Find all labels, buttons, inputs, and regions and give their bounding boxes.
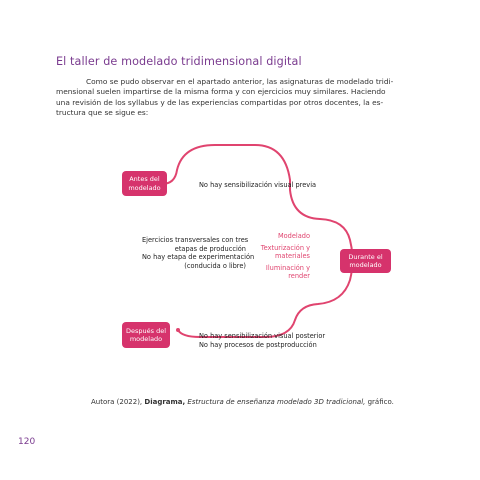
during-left-notes: Ejercicios transversales con tres etapas de producción No hay etapa de experimentación (conducida o libre) (142, 236, 255, 270)
figure-caption: Autora (2022), Diagrama, Estructura de enseñanza modelado 3D tradicional, gráfico. (91, 398, 394, 406)
intro-line: una revisión de los syllabus y de las experiencias compartidas por otros docentes, la es- (56, 97, 384, 107)
stage-after-badge: Después del modelado (122, 322, 170, 348)
stage-during-badge: Durante el modelado (340, 249, 391, 273)
before-note: No hay sensibilización visual previa (199, 181, 317, 189)
after-notes: No hay sensibilización visual posterior No hay procesos de postproducción (199, 332, 326, 349)
during-items: Modelado Texturización y materiales Iluminación y render (260, 232, 310, 281)
page-number: 120 (18, 437, 36, 447)
intro-line: Como se pudo observar en el apartado anterior, las asignaturas de modelado tridi- (86, 77, 394, 86)
intro-line: mensional suelen impartirse de la misma forma y con ejercicios muy similares. Haciendo (56, 87, 386, 97)
intro-line: tructura que se sigue es: (56, 107, 149, 117)
section-heading: El taller de modelado tridimensional digital (56, 55, 302, 68)
flow-end-dot (176, 328, 180, 332)
stage-before-badge: Antes del modelado (122, 171, 167, 196)
